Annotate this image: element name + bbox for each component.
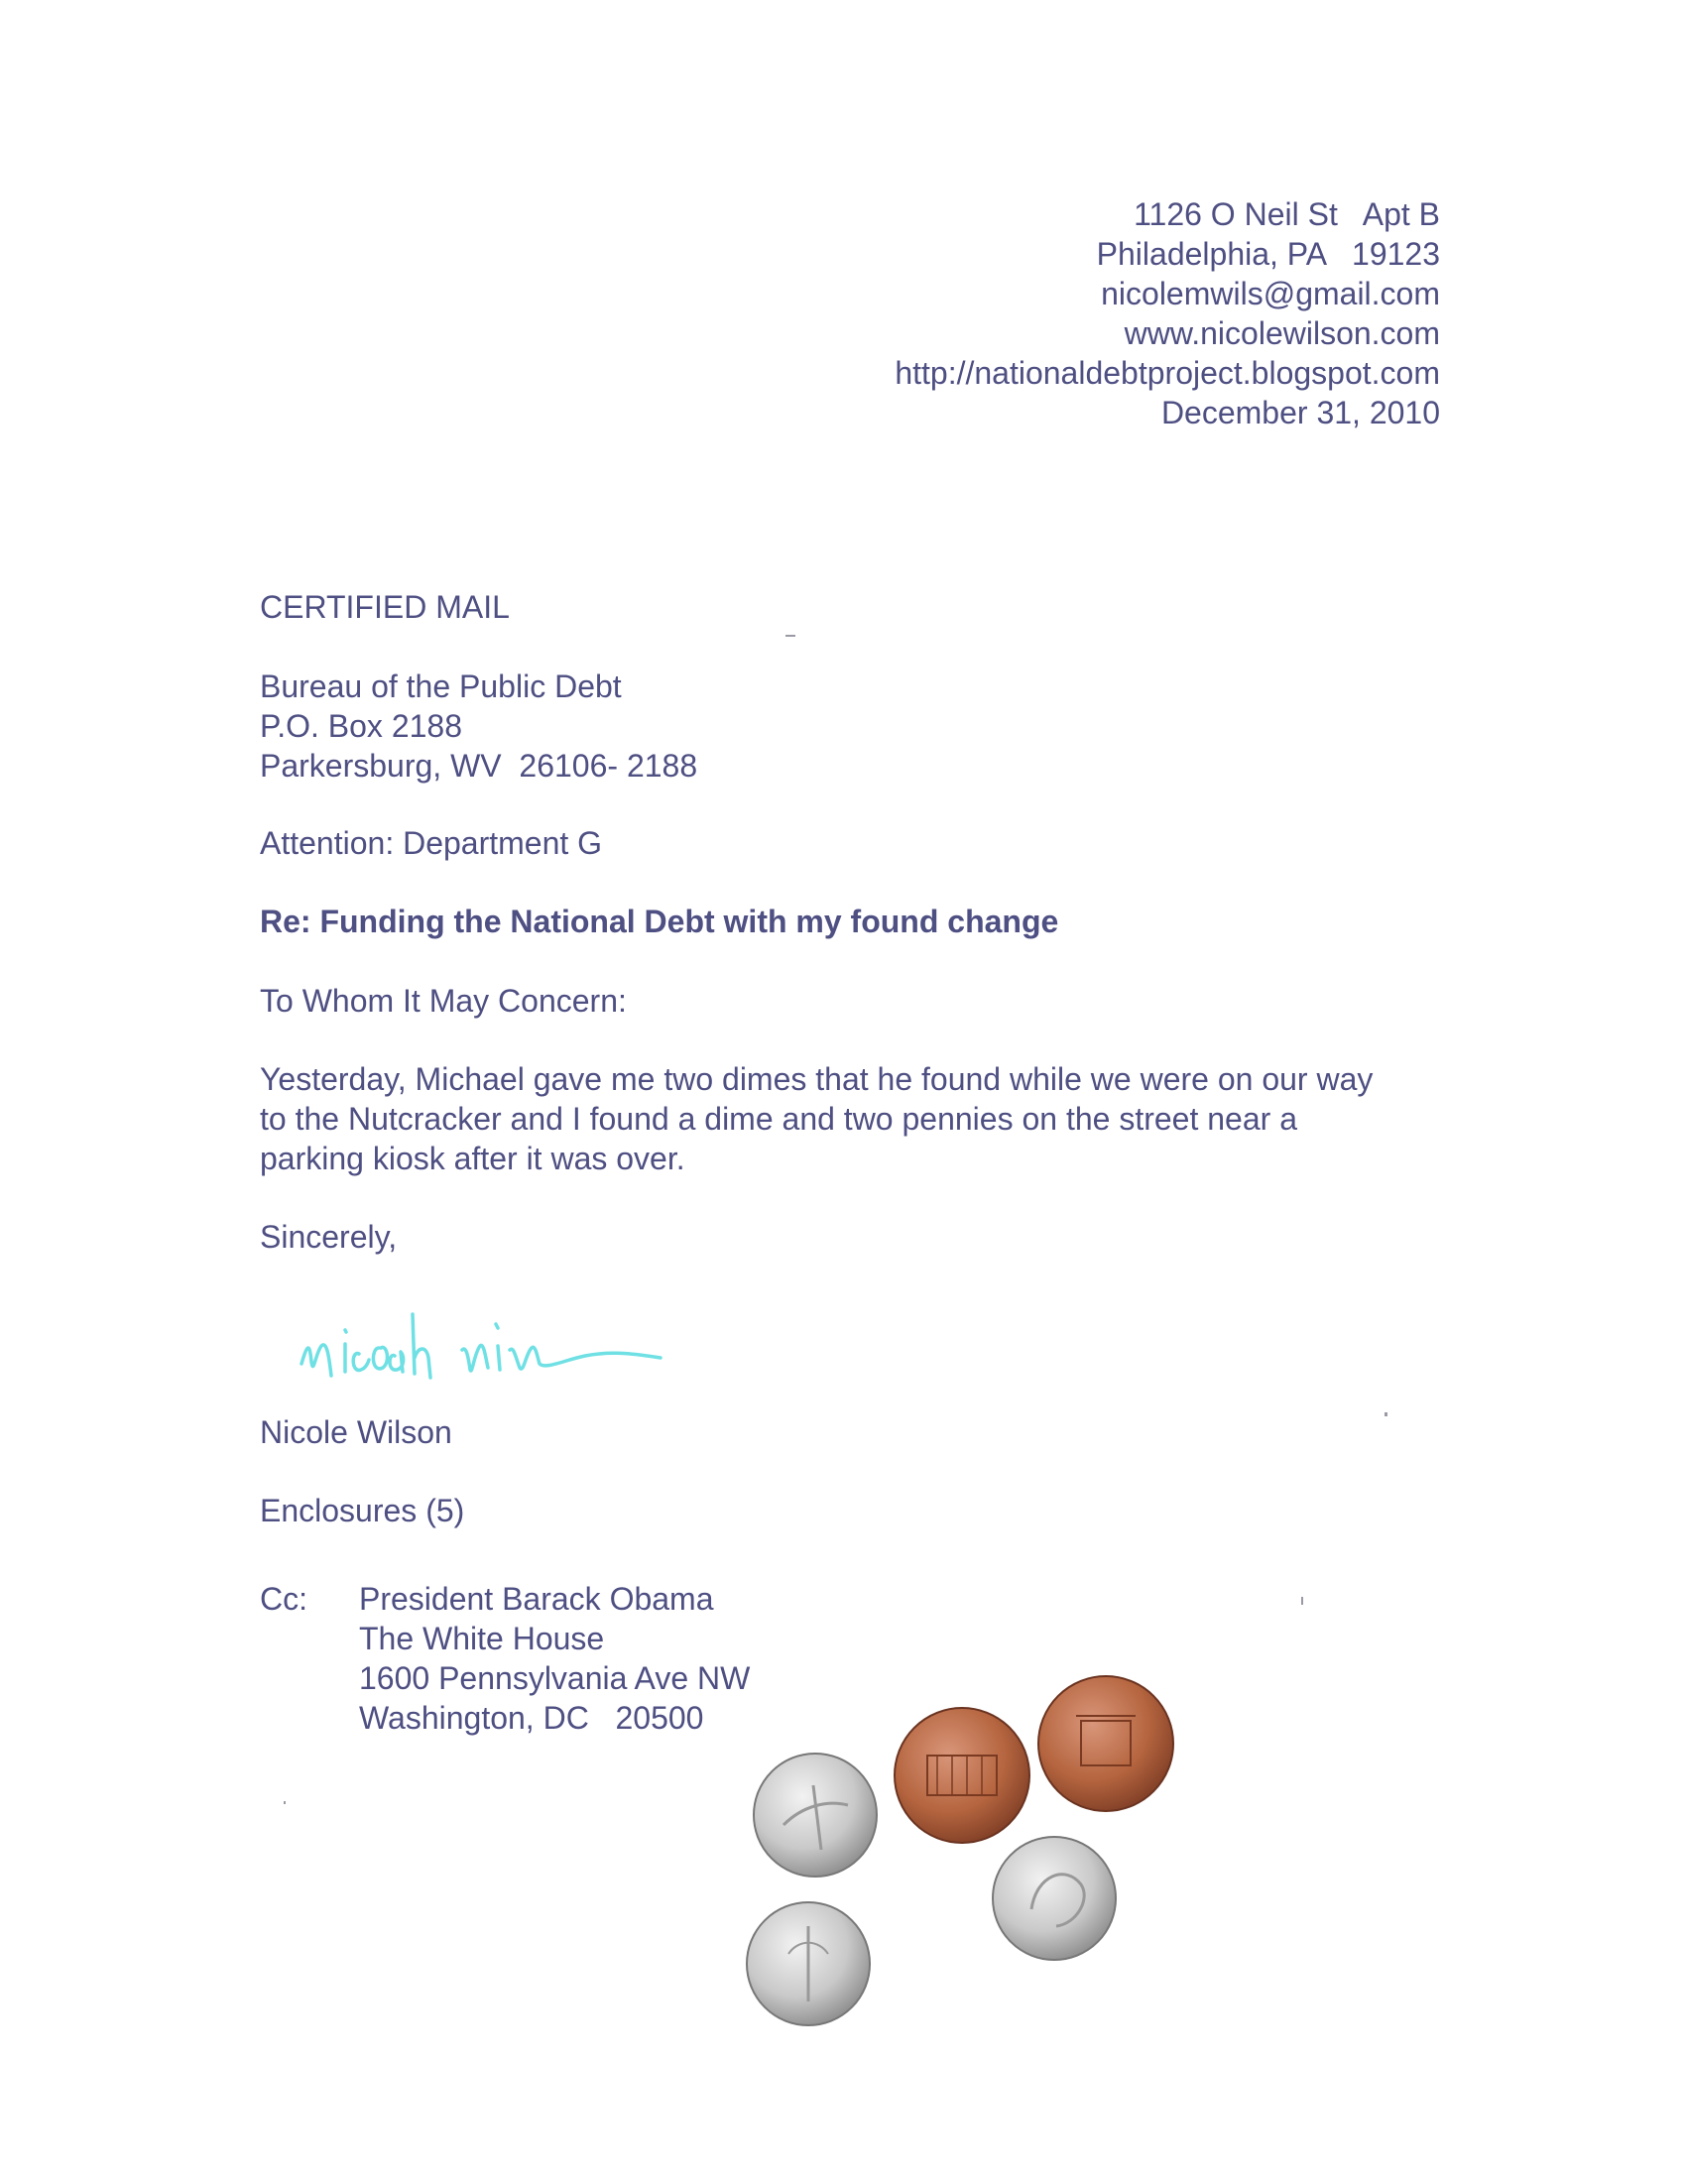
mail-type: CERTIFIED MAIL <box>260 589 510 625</box>
sender-street: 1126 O Neil St Apt B <box>1134 196 1440 232</box>
cc-line: The White House <box>359 1621 605 1656</box>
dime-coin <box>747 1902 870 2025</box>
sender-blog: http://nationaldebtproject.blogspot.com <box>895 355 1440 391</box>
penny-coin <box>895 1708 1029 1843</box>
cc-recipient-block <box>359 1579 750 1738</box>
recipient-address-block <box>260 667 697 786</box>
subject-line: Re: Funding the National Debt with my found change <box>260 904 1059 939</box>
dime-coin <box>993 1837 1116 1960</box>
recipient-po-box: P.O. Box 2188 <box>260 708 462 744</box>
recipient-city: Parkersburg, WV 26106- 2188 <box>260 748 698 784</box>
cc-line: 1600 Pennsylvania Ave NW <box>359 1660 751 1696</box>
scan-speck <box>284 1801 286 1804</box>
scan-speck <box>1385 1412 1387 1416</box>
signature-name: Nicole Wilson <box>260 1414 452 1450</box>
cc-line: President Barack Obama <box>359 1581 714 1617</box>
attention-line: Attention: Department G <box>260 825 603 861</box>
cc-line: Washington, DC 20500 <box>359 1700 704 1736</box>
salutation: To Whom It May Concern: <box>260 983 627 1019</box>
body-line: parking kiosk after it was over. <box>260 1141 685 1176</box>
closing: Sincerely, <box>260 1219 398 1255</box>
enclosed-coins <box>734 1666 1190 2043</box>
body-line: Yesterday, Michael gave me two dimes that he found while we were on our way <box>260 1061 1374 1097</box>
sender-address-block <box>895 194 1440 432</box>
letter-body <box>260 1059 1373 1178</box>
body-line: to the Nutcracker and I found a dime and two pennies on the street near a <box>260 1101 1297 1137</box>
sender-city: Philadelphia, PA 19123 <box>1096 236 1440 272</box>
letter-date: December 31, 2010 <box>1160 395 1440 430</box>
sender-email: nicolemwils@gmail.com <box>1101 276 1440 311</box>
enclosures-line: Enclosures (5) <box>260 1493 465 1528</box>
dime-coin <box>754 1754 877 1877</box>
cc-label: Cc: <box>260 1581 307 1617</box>
scan-speck <box>1301 1597 1303 1605</box>
sender-website: www.nicolewilson.com <box>1124 315 1440 351</box>
recipient-name: Bureau of the Public Debt <box>260 668 622 704</box>
penny-coin <box>1038 1676 1173 1811</box>
handwritten-signature <box>288 1284 754 1403</box>
scan-speck <box>785 635 795 637</box>
